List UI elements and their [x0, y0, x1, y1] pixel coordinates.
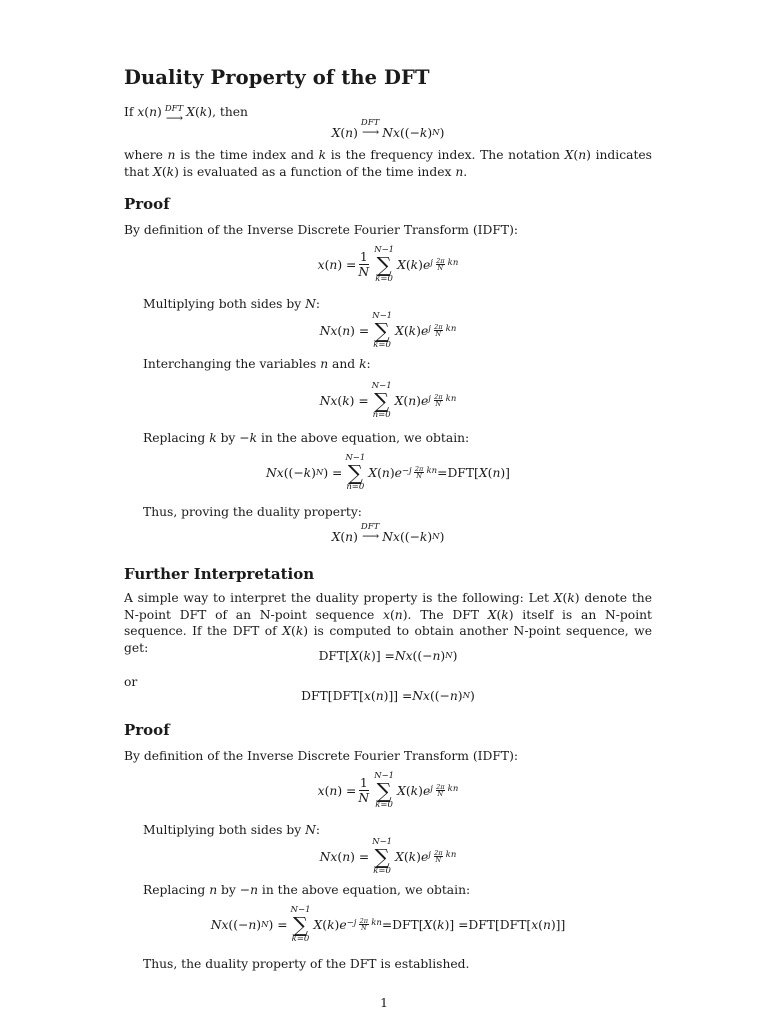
document-page — [124, 66, 652, 971]
further-heading: Further Interpretation — [124, 565, 315, 583]
replace-k-equation: Nx ((− k ) N ) = N−1 ∑ n=0 X ( n ) e −j $\frac{2\pi}{N}$ kn = DFT [ X ( n )] — [266, 453, 510, 492]
further-paragraph: A simple way to interpret the duality property is the following: Let X(k) denote the N-point DFT of an N-point sequence x(n). The DFT X(k) itself is an N-point sequence. If the DFT of X(k) is computed to obtain another N-point sequence, we get: — [124, 591, 652, 655]
dft-dual-equation-1: DFT [ X ( k )] = Nx ((− n ) N ) — [318, 649, 458, 663]
duality-equation-2: X ( n ) DFT ⟶ Nx ((− k ) N ) — [331, 522, 445, 544]
replace-n-equation: Nx ((− n ) N ) = N−1 ∑ k=0 X ( k ) e −j $\frac{2\pi}{N}$ kn = DFT [ X ( k )] = DFT [ DFT [ x ( n )]] — [210, 905, 566, 944]
duality-equation: X ( n ) DFT ⟶ Nx ((− k ) N ) — [331, 118, 445, 140]
multiply-text-2: Multiplying both sides by N: — [143, 823, 321, 837]
proof-heading-2: Proof — [124, 721, 170, 739]
replace-n-text: Replacing n by −n in the above equation, we obtain: — [143, 883, 471, 897]
multiply-equation-1: Nx ( n ) = N−1 ∑ k=0 X ( k ) e j $\frac{2\pi}{N}$ kn — [319, 311, 457, 350]
proof-heading-1: Proof — [124, 195, 170, 213]
or-text: or — [124, 675, 138, 689]
dft-arrow: DFT ⟶ — [164, 104, 184, 125]
idft-equation-2: x ( n ) = $\frac{1}{N}$ N−1 ∑ k=0 X ( k ) e j $\frac{2\pi}{N}$ kn — [317, 771, 459, 810]
multiply-equation-2: Nx ( n ) = N−1 ∑ k=0 X ( k ) e j $\frac{2\pi}{N}$ kn — [319, 837, 457, 876]
intro-line: If x(n) DFT ⟶ X(k), then — [124, 104, 248, 125]
multiply-text-1: Multiplying both sides by N: — [143, 297, 321, 311]
idft-definition-text-1: By definition of the Inverse Discrete Fourier Transform (IDFT): — [124, 223, 519, 237]
idft-equation-1: x ( n ) = $\frac{1}{N}$ N−1 ∑ k=0 X ( k ) e j $\frac{2\pi}{N}$ kn — [317, 245, 459, 284]
thus-text-2: Thus, the duality property of the DFT is established. — [143, 957, 470, 971]
interchange-equation: Nx ( k ) = N−1 ∑ n=0 X ( n ) e j $\frac{2\pi}{N}$ kn — [319, 381, 457, 420]
replace-k-text: Replacing k by −k in the above equation, we obtain: — [143, 431, 470, 445]
page-title: Duality Property of the DFT — [124, 66, 430, 89]
thus-text-1: Thus, proving the duality property: — [143, 505, 362, 519]
idft-definition-text-2: By definition of the Inverse Discrete Fourier Transform (IDFT): — [124, 749, 519, 763]
where-paragraph: where n is the time index and k is the frequency index. The notation X(n) indicates that X(k) is evaluated as a function of the time index n. — [124, 148, 652, 179]
page-number: 1 — [380, 996, 388, 1010]
interchange-text: Interchanging the variables n and k: — [143, 357, 371, 371]
dft-dual-equation-2: DFT [ DFT [ x ( n )]] = Nx ((− n ) N ) — [301, 689, 475, 703]
